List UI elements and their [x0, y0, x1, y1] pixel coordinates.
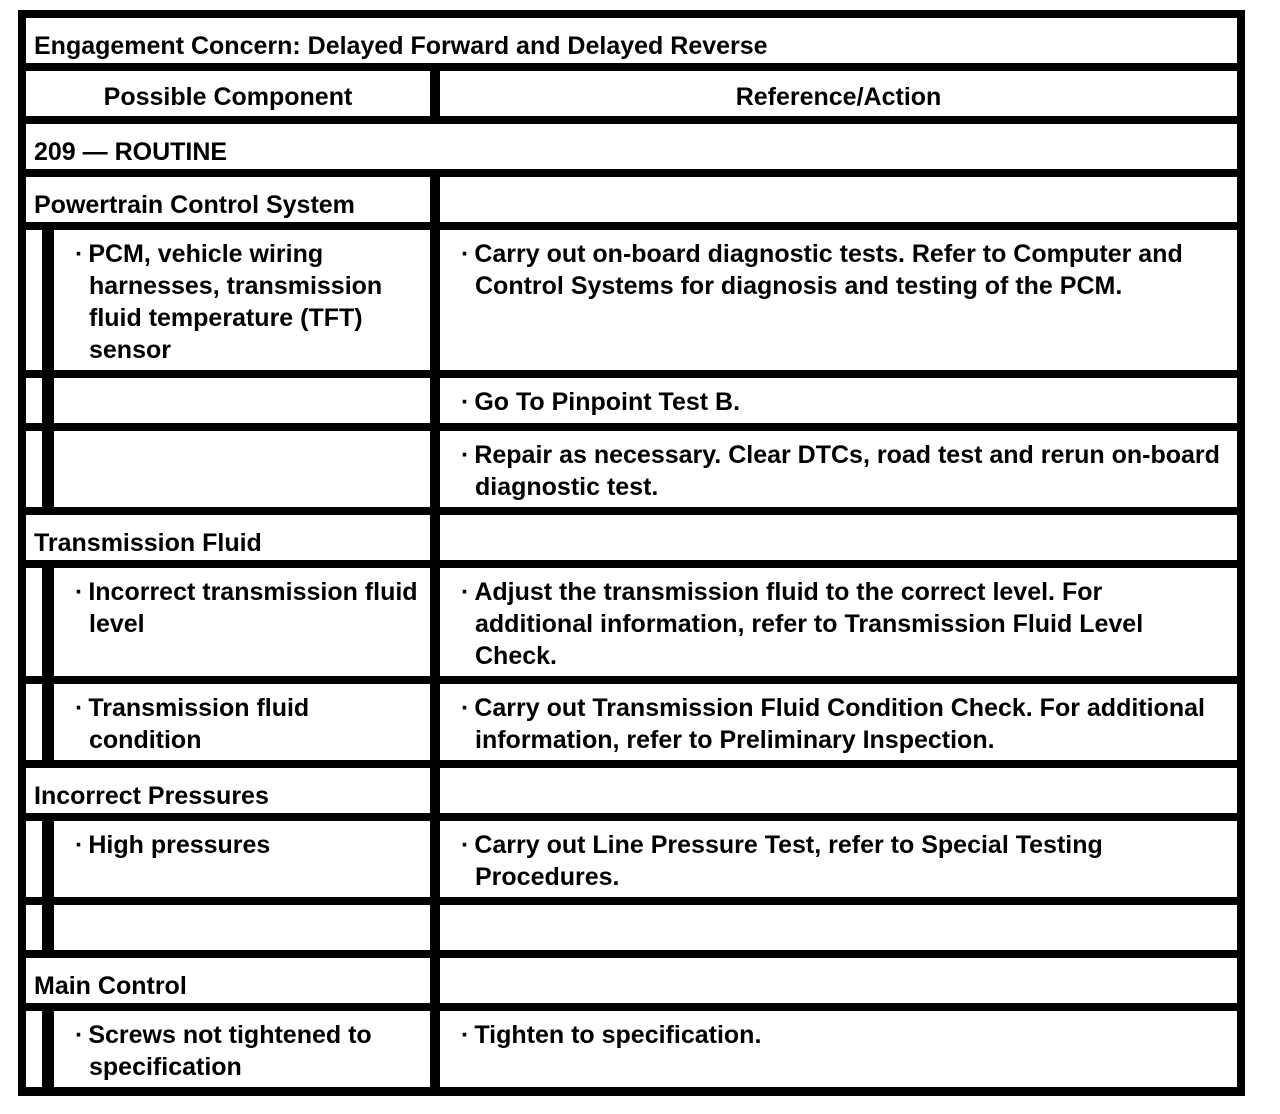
- action-text: Carry out Line Pressure Test, refer to Special Testing Procedures.: [474, 831, 1103, 891]
- component-cell: [54, 684, 430, 760]
- action-cell: [440, 1011, 1237, 1087]
- section-name: Incorrect Pressures: [34, 782, 269, 810]
- component-text: Incorrect transmission fluid level: [88, 578, 418, 638]
- action-cell: [440, 821, 1237, 897]
- table-title: [26, 18, 1237, 63]
- bullet-glyph: ·: [461, 578, 470, 606]
- bullet-glyph: ·: [75, 694, 84, 722]
- section-header-transmission-fluid: [26, 515, 430, 560]
- bullet-glyph: ·: [75, 1021, 84, 1049]
- action-text: Repair as necessary. Clear DTCs, road test and rerun on-board diagnostic test.: [474, 441, 1220, 501]
- header-possible-component-text: Possible Component: [103, 83, 353, 111]
- section-name: Main Control: [34, 972, 187, 1000]
- component-text: PCM, vehicle wiring harnesses, transmission fluid temperature (TFT) sensor: [88, 240, 383, 364]
- bullet-glyph: ·: [461, 388, 470, 416]
- section-header-transmission-fluid-action: [440, 515, 1237, 560]
- routine-row: [26, 124, 1237, 169]
- component-cell: [54, 1011, 430, 1087]
- action-text: Carry out on-board diagnostic tests. Refer to Computer and Control Systems for diagnosis and testing of the PCM.: [474, 240, 1183, 300]
- bullet-glyph: ·: [461, 1021, 470, 1049]
- indent-spacer: [26, 821, 42, 897]
- action-text: Go To Pinpoint Test B.: [474, 388, 741, 416]
- component-text: Transmission fluid condition: [88, 694, 310, 754]
- component-cell: [54, 431, 430, 507]
- indent-spacer: [26, 378, 42, 423]
- section-name: Powertrain Control System: [34, 191, 355, 219]
- section-header-powertrain: [26, 177, 430, 222]
- action-text: Tighten to specification.: [474, 1021, 762, 1049]
- indent-spacer: [26, 230, 42, 370]
- component-text: High pressures: [88, 831, 271, 859]
- bullet-glyph: ·: [461, 694, 470, 722]
- action-cell: [440, 431, 1237, 507]
- action-cell: [440, 905, 1237, 950]
- bullet-glyph: ·: [75, 240, 84, 268]
- header-possible-component: [26, 71, 430, 116]
- action-cell: [440, 684, 1237, 760]
- diagnostic-table: [18, 10, 1245, 1096]
- indent-spacer: [26, 431, 42, 507]
- component-cell: [54, 821, 430, 897]
- section-header-incorrect-pressures-action: [440, 768, 1237, 813]
- routine-label: 209 — ROUTINE: [34, 138, 228, 166]
- section-header-main-control: [26, 958, 430, 1003]
- bullet-glyph: ·: [461, 441, 470, 469]
- component-cell: [54, 230, 430, 370]
- header-reference-action-text: Reference/Action: [735, 83, 942, 111]
- indent-spacer: [26, 568, 42, 676]
- indent-spacer: [26, 684, 42, 760]
- bullet-glyph: ·: [461, 240, 470, 268]
- indent-spacer: [26, 1011, 42, 1087]
- action-cell: [440, 568, 1237, 676]
- table-title-text: Engagement Concern: Delayed Forward and Delayed Reverse: [34, 32, 768, 60]
- bullet-glyph: ·: [75, 831, 84, 859]
- component-cell: [54, 905, 430, 950]
- section-header-incorrect-pressures: [26, 768, 430, 813]
- section-name: Transmission Fluid: [34, 529, 262, 557]
- section-header-powertrain-action: [440, 177, 1237, 222]
- action-cell: [440, 378, 1237, 423]
- section-header-main-control-action: [440, 958, 1237, 1003]
- action-cell: [440, 230, 1237, 370]
- component-cell: [54, 378, 430, 423]
- indent-spacer: [26, 905, 42, 950]
- bullet-glyph: ·: [461, 831, 470, 859]
- bullet-glyph: ·: [75, 578, 84, 606]
- action-text: Adjust the transmission fluid to the correct level. For additional information, refer to Transmission Fluid Level Check.: [474, 578, 1144, 670]
- component-cell: [54, 568, 430, 676]
- header-reference-action: [440, 71, 1237, 116]
- component-text: Screws not tightened to specification: [88, 1021, 372, 1081]
- action-text: Carry out Transmission Fluid Condition Check. For additional information, refer to Preliminary Inspection.: [474, 694, 1205, 754]
